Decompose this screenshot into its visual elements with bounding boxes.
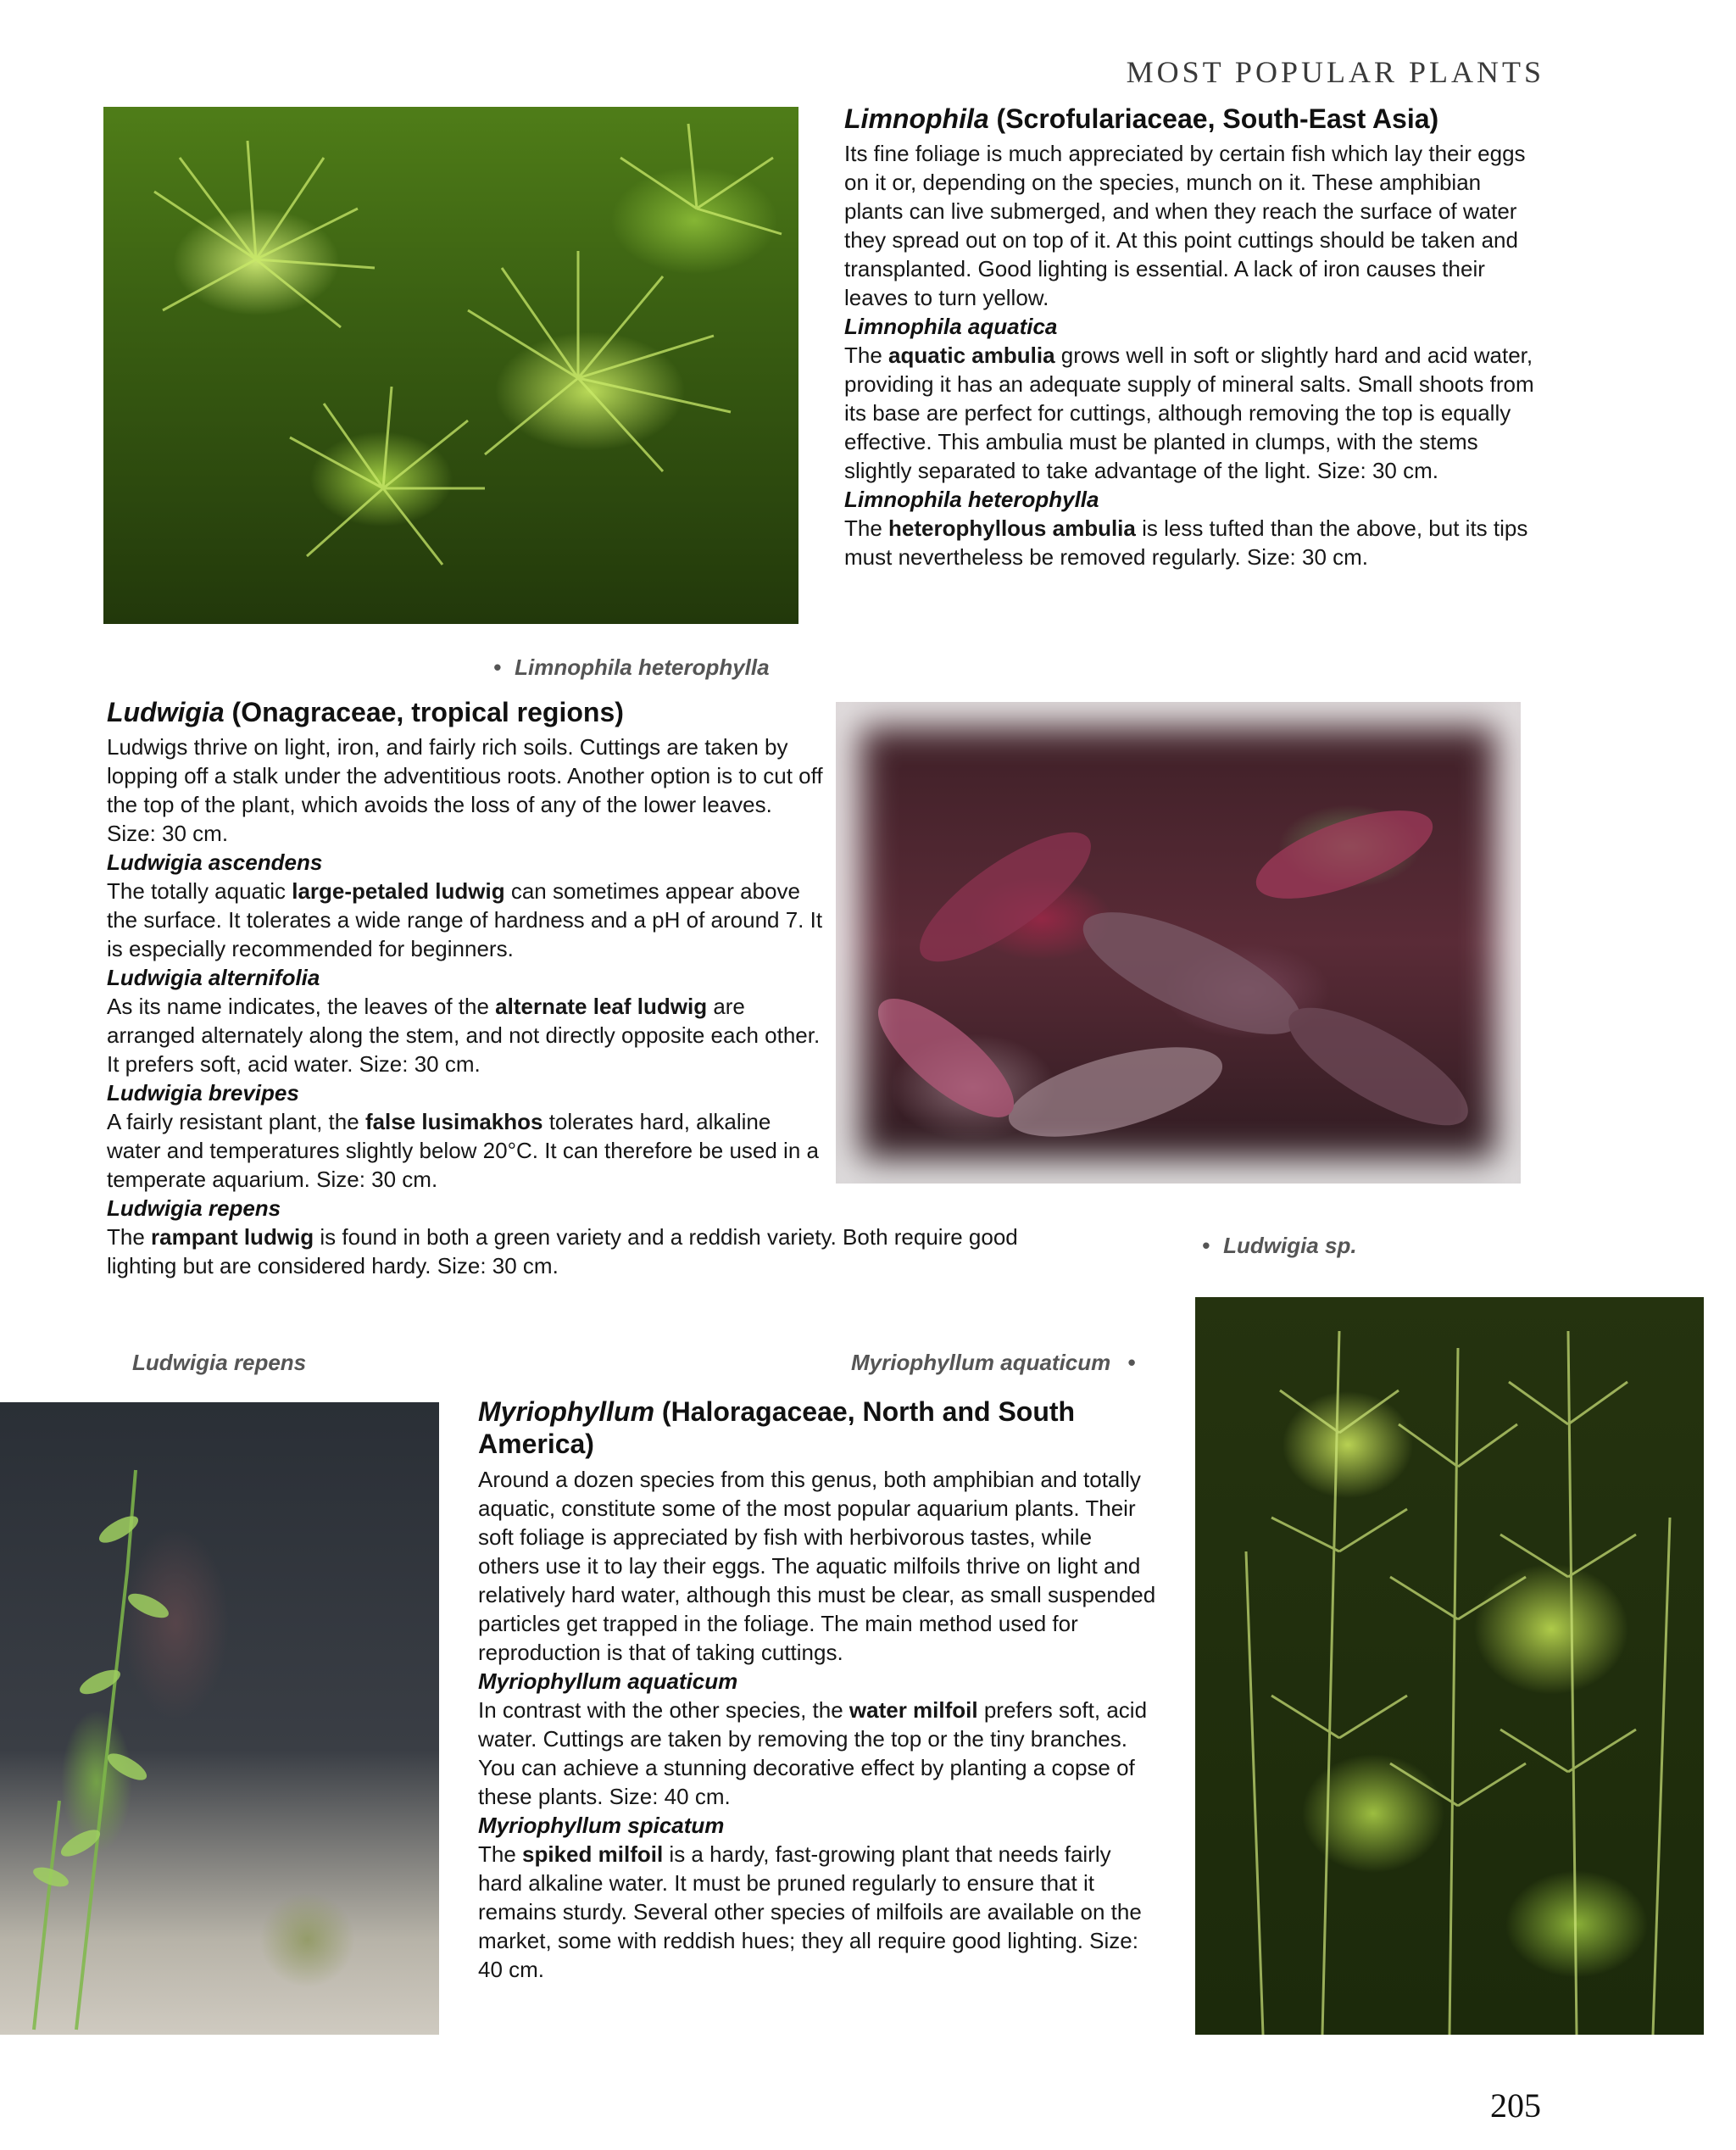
myriophyllum-illustration	[1195, 1297, 1704, 2035]
caption-text: Limnophila heterophylla	[515, 654, 770, 680]
common-name: false lusimakhos	[364, 1109, 543, 1134]
caption-myriophyllum-aquaticum	[851, 1350, 1135, 1376]
ludwigia-repens-illustration	[0, 1402, 439, 2035]
species-name: Myriophyllum aquaticum	[478, 1668, 738, 1694]
myriophyllum-intro: Around a dozen species from this genus, both amphibian and totally aquatic, constitute some of the most popular aquarium plants. Their soft foliage is appreciated by fish with herbivorous tastes, while others use it to lay their eggs. The aquatic milfoils thrive on light and relatively hard water, although this must be clear, as small suspended particles get trapped in the foliage. The main method used for reproduction is that of taking cuttings.	[478, 1467, 1156, 1665]
myriophyllum-heading	[478, 1395, 1156, 1460]
caption-ludwigia-sp	[1202, 1233, 1357, 1259]
ludwigia-intro: Ludwigs thrive on light, iron, and fairly rich soils. Cuttings are taken by lopping off a stalk under the adventitious roots. Another option is to cut off the top of the plant, which avoids the loss of any of the lower leaves. Size: 30 cm.	[107, 734, 823, 846]
caption-ludwigia-repens: Ludwigia repens	[132, 1350, 307, 1375]
species-description: The aquatic ambulia grows well in soft or slightly hard and acid water, providing it has an adequate supply of mineral salts. Small shoots from its base are perfect for cuttings, although removing the top is equally effective. This ambulia must be planted in clumps, with the stems slightly separated to take advantage of the light. Size: 30 cm.	[844, 343, 1534, 483]
species-name: Ludwigia brevipes	[107, 1080, 299, 1106]
species-description: As its name indicates, the leaves of the alternate leaf ludwig are arranged alternately along the stem, and not directly opposite each other. It prefers soft, acid water. Size: 30 cm.	[107, 994, 821, 1077]
caption-bullet: •	[1127, 1350, 1136, 1375]
species-description: A fairly resistant plant, the false lusimakhos tolerates hard, alkaline water and temperatures slightly below 20°C. It can therefore be used in a temperate aquarium. Size: 30 cm.	[107, 1109, 819, 1192]
species-name: Ludwigia alternifolia	[107, 965, 320, 990]
running-head: MOST POPULAR PLANTS	[1126, 55, 1544, 89]
limnophila-photo	[103, 107, 798, 624]
myriophyllum-photo	[1195, 1297, 1704, 2035]
caption-bullet: •	[1202, 1233, 1210, 1258]
page-number: 205	[1490, 2086, 1541, 2125]
limnophila-intro: Its fine foliage is much appreciated by certain fish which lay their eggs on it or, depending on the species, munch on it. These amphibian plants can live submerged, and when they reach the surface of water they spread out on top of it. At this point cuttings should be taken and transplanted. Good lighting is essential. A lack of iron causes their leaves to turn yellow.	[844, 141, 1526, 310]
family-name: (Onagraceae, tropical regions)	[231, 697, 624, 727]
common-name: spiked milfoil	[522, 1841, 664, 1867]
species-name: Myriophyllum spicatum	[478, 1813, 725, 1838]
caption-text: Myriophyllum aquaticum	[851, 1350, 1111, 1375]
common-name: aquatic ambulia	[888, 343, 1055, 368]
common-name: alternate leaf ludwig	[495, 994, 708, 1019]
species-name: Ludwigia repens	[107, 1195, 281, 1221]
myriophyllum-section	[478, 1395, 1156, 1984]
genus-name: Limnophila	[844, 103, 989, 134]
limnophila-section	[844, 102, 1539, 571]
caption-text: Ludwigia sp.	[1223, 1233, 1357, 1258]
family-name: (Scrofulariaceae, South-East Asia)	[996, 103, 1439, 134]
genus-name: Ludwigia	[107, 697, 225, 727]
species-description: The rampant ludwig is found in both a green variety and a reddish variety. Both require good lighting but are considered hardy. Size: 30 cm.	[107, 1224, 1018, 1278]
family-name: (Haloragaceae, North and South America)	[478, 1396, 1076, 1459]
ludwigia-repens-photo	[0, 1402, 439, 2035]
species-description: The totally aquatic large-petaled ludwig can sometimes appear above the surface. It tolerates a wide range of hardness and a pH of around 7. It is especially recommended for beginners.	[107, 878, 823, 961]
limnophila-heading	[844, 102, 1539, 136]
genus-name: Myriophyllum	[478, 1396, 655, 1427]
caption-bullet: •	[493, 654, 502, 680]
ludwigia-leaves-illustration	[836, 702, 1521, 1184]
species-description: In contrast with the other species, the water milfoil prefers soft, acid water. Cuttings are taken by removing the top or the tiny branches. You can achieve a stunning decorative effect by planting a copse of these plants. Size: 40 cm.	[478, 1697, 1148, 1809]
species-name: Limnophila aquatica	[844, 314, 1058, 339]
ludwigia-section	[107, 695, 1018, 1280]
common-name: large-petaled ludwig	[292, 878, 505, 904]
caption-limnophila-heterophylla	[493, 654, 770, 681]
ludwigia-heading	[107, 695, 826, 729]
species-name: Ludwigia ascendens	[107, 849, 323, 875]
limnophila-foliage-illustration	[103, 107, 798, 624]
common-name: heterophyllous ambulia	[888, 515, 1136, 541]
species-description: The spiked milfoil is a hardy, fast-growing plant that needs fairly hard alkaline water. It must be pruned regularly to ensure that it remains sturdy. Several other species of milfoils are available on the market, some with reddish hues; they all require good lighting. Size: 40 cm.	[478, 1841, 1142, 1982]
ludwigia-photo	[836, 702, 1521, 1184]
species-name: Limnophila heterophylla	[844, 487, 1099, 512]
common-name: rampant ludwig	[151, 1224, 314, 1250]
species-description: The heterophyllous ambulia is less tufted than the above, but its tips must nevertheless be removed regularly. Size: 30 cm.	[844, 515, 1528, 570]
common-name: water milfoil	[849, 1697, 978, 1723]
